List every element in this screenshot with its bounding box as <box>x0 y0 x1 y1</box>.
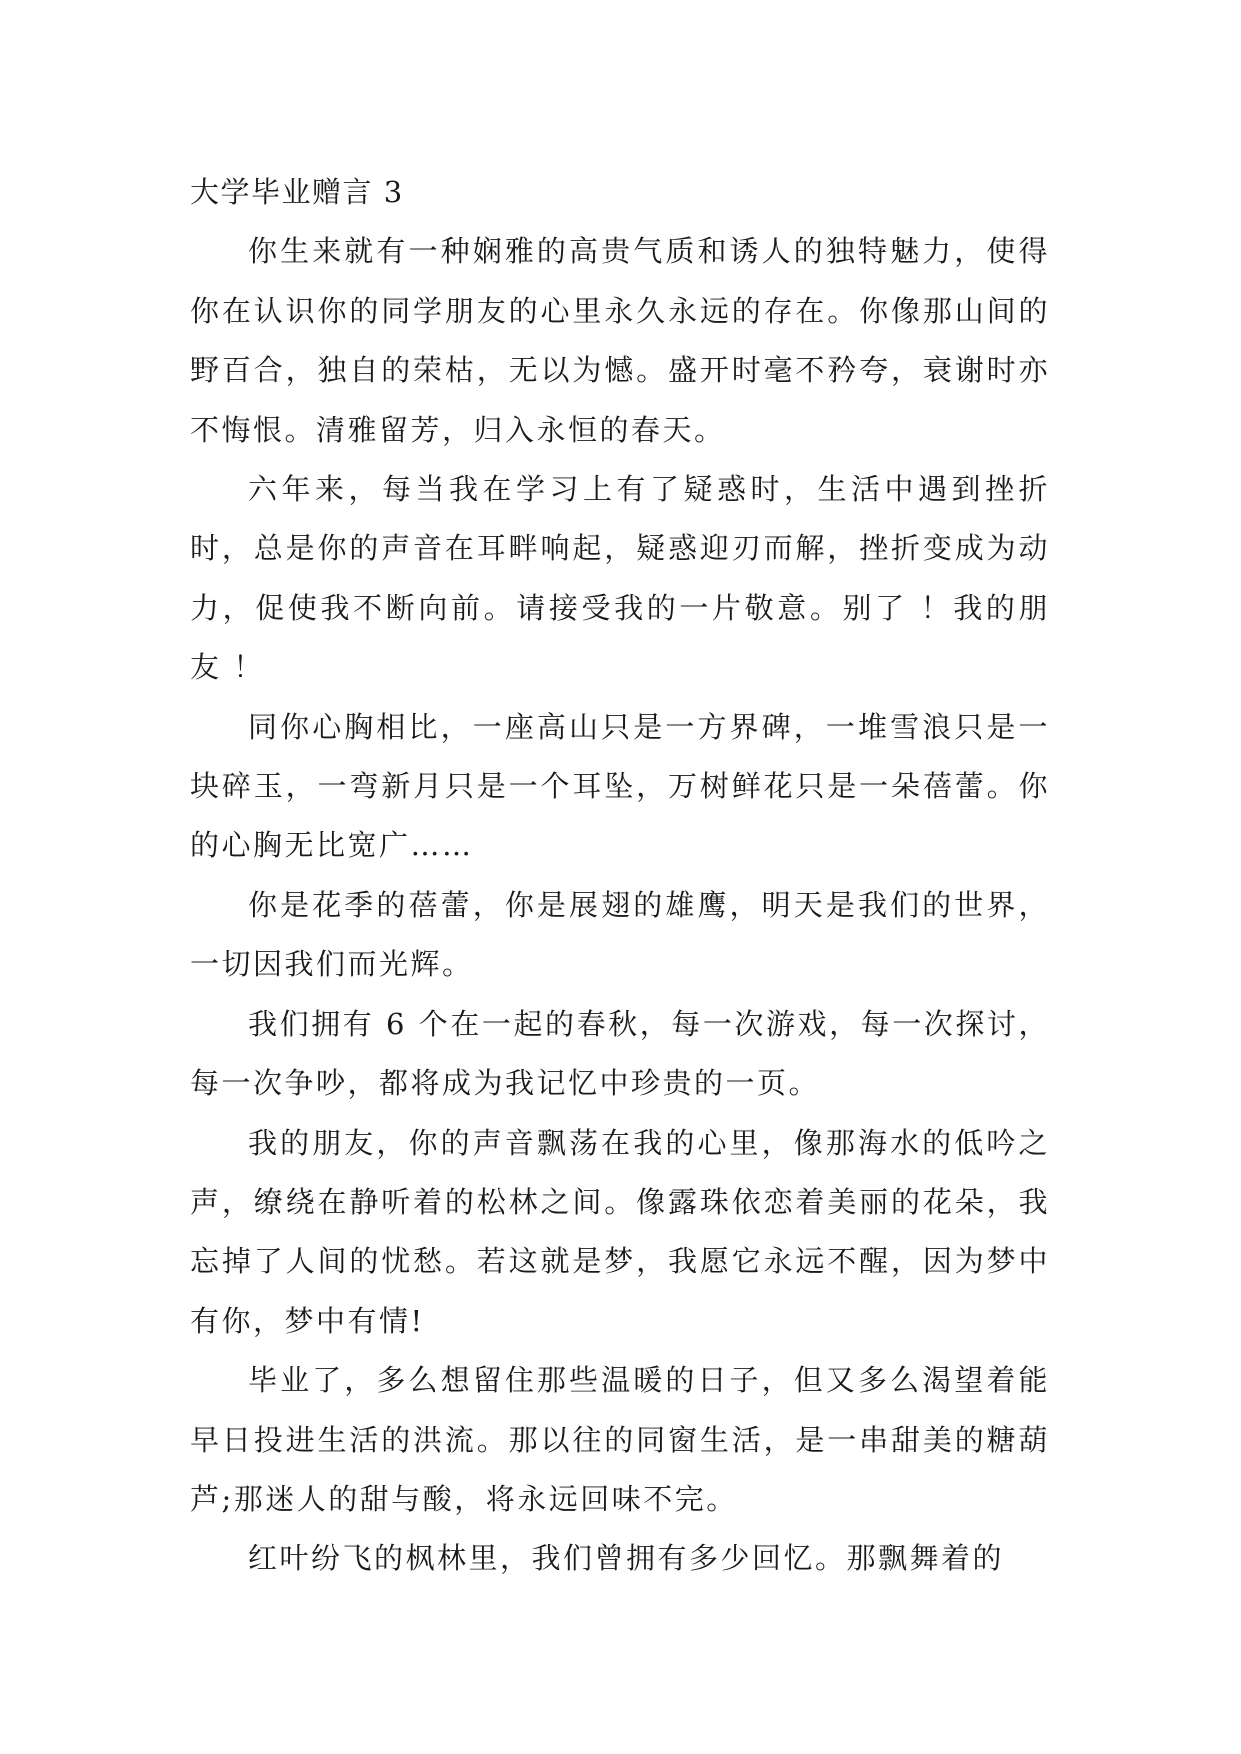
document-body <box>190 163 1050 1589</box>
paragraph: 我的朋友，你的声音飘荡在我的心里，像那海水的低吟之声，缭绕在静听着的松林之间。像露珠依恋着美丽的花朵，我忘掉了人间的忧愁。若这就是梦，我愿它永远不醒，因为梦中有你，梦中有情! <box>190 1125 1050 1338</box>
paragraph: 你生来就有一种娴雅的高贵气质和诱人的独特魅力，使得你在认识你的同学朋友的心里永久永远的存在。你像那山间的野百合，独自的荣枯，无以为憾。盛开时毫不矜夸，衰谢时亦不悔恨。清雅留芳，归入永恒的春天。 <box>190 234 1050 447</box>
paragraph: 六年来，每当我在学习上有了疑惑时，生活中遇到挫折时，总是你的声音在耳畔响起，疑惑迎刃而解，挫折变成为动力，促使我不断向前。请接受我的一片敬意。别了 ！我的朋友 ！ <box>190 472 1050 685</box>
paragraph: 同你心胸相比，一座高山只是一方界碑，一堆雪浪只是一块碎玉，一弯新月只是一个耳坠，万树鲜花只是一朵蓓蕾。你的心胸无比宽广…… <box>190 709 1050 863</box>
document-title: 大学毕业赠言 3 <box>190 175 404 209</box>
paragraph: 我们拥有 6 个在一起的春秋，每一次游戏，每一次探讨，每一次争吵，都将成为我记忆中珍贵的一页。 <box>190 1006 1050 1101</box>
paragraph: 你是花季的蓓蕾，你是展翅的雄鹰，明天是我们的世界，一切因我们而光辉。 <box>190 887 1050 982</box>
paragraph: 毕业了，多么想留住那些温暖的日子，但又多么渴望着能早日投进生活的洪流。那以往的同窗生活，是一串甜美的糖葫芦;那迷人的甜与酸，将永远回味不完。 <box>190 1363 1050 1516</box>
paragraph: 红叶纷飞的枫林里，我们曾拥有多少回忆。那飘舞着的 <box>248 1541 1005 1576</box>
